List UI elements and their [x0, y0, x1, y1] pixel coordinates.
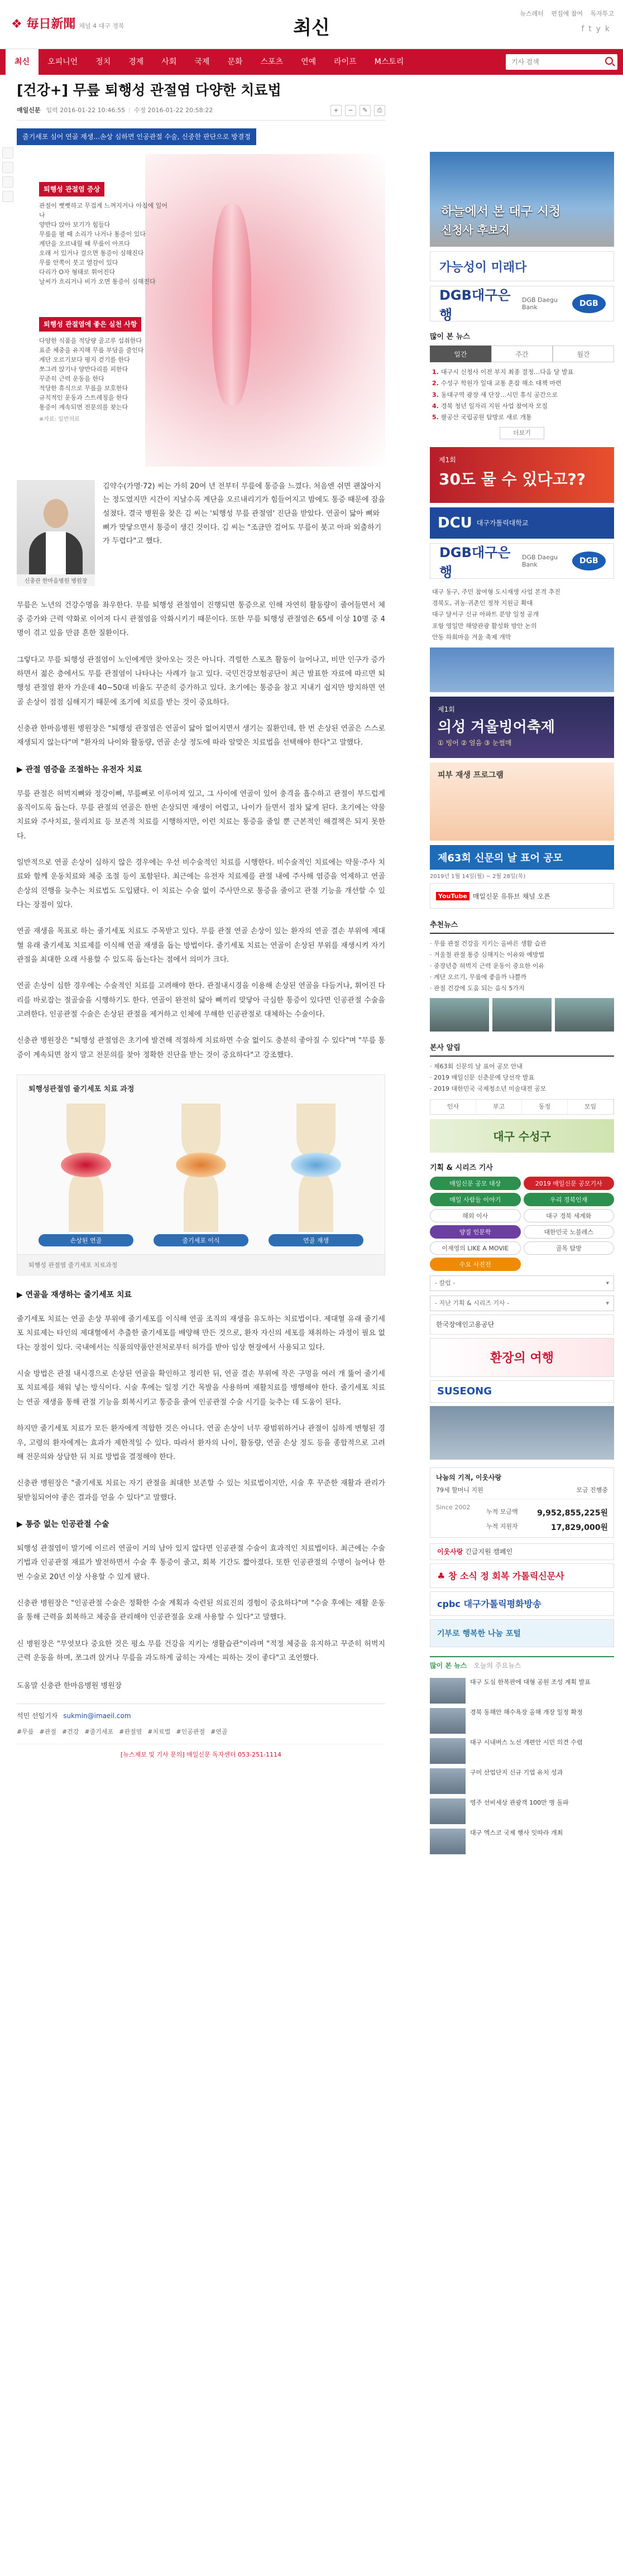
notice-title: 본사 알림	[430, 1042, 614, 1057]
donation-status: 모금 진행중	[576, 1486, 608, 1494]
rank-number: 2.	[432, 380, 439, 387]
font-increase-button[interactable]: +	[330, 105, 342, 116]
tip-line: 표준 체중을 유지해 무릎 부담을 줄인다	[39, 347, 144, 354]
tibia-shape	[299, 1171, 333, 1232]
article-paragraph: 신충관 한마음병원 병원장은 "퇴행성 관절염은 연골이 닳아 없어지면서 생기는 질환인데, 한 번 손상된 연골은 스스로 재생되지 않는다"며 "환자의 나이와 활동량, 연골 손상 정도에 따라 알맞은 치료법을 선택해야 한다"고 말했다.	[17, 724, 385, 747]
doctor-photo-caption: 신충관 한마음병원 병원장	[17, 574, 95, 586]
tab-main-news[interactable]: 오늘의 주요뉴스	[473, 1661, 521, 1670]
notice-box	[430, 1042, 614, 1094]
ranking-title: 많이 본 뉴스	[430, 333, 470, 341]
donation-count-label: 누적 지원자	[486, 1522, 518, 1530]
tip-line: 다양한 식품을 적당량 골고루 섭취한다	[39, 337, 142, 345]
list-item[interactable]: 대구 동구, 주민 참여형 도시재생 사업 본격 추진	[432, 588, 560, 596]
people-links	[430, 1099, 614, 1115]
knee-implant	[154, 1104, 248, 1245]
infographic-knee-symptoms	[17, 154, 385, 467]
knee-label: 연골 재생	[269, 1234, 363, 1246]
share-bar	[2, 147, 13, 202]
donation-box	[430, 1467, 614, 1538]
article-headline: [건강+] 무릎 퇴행성 관절염 다양한 치료법	[17, 82, 281, 98]
list-item[interactable]: 3. 동대구역 광장 새 단장…시민 휴식 공간으로	[432, 391, 558, 399]
list-item[interactable]: · 겨울철 관절 통증 심해지는 이유와 예방법	[430, 949, 614, 961]
rank-number: 1.	[432, 368, 439, 376]
knee-label: 줄기세포 이식	[154, 1234, 248, 1246]
list-item[interactable]: 안동 하회마을 겨울 축제 개막	[432, 634, 511, 641]
nav-item-entertainment[interactable]: 연예	[301, 57, 317, 66]
list-item[interactable]: · 2019 대한민국 국제청소년 미술대전 공모	[430, 1083, 614, 1095]
symptoms-title: 퇴행성 관절염 증상	[39, 182, 104, 197]
ranking-list	[430, 367, 614, 424]
tips-panel	[39, 317, 167, 424]
ad-festival-line1: 제1회	[439, 455, 456, 464]
popular-tabs	[430, 1657, 614, 1673]
ad-winter-festival[interactable]	[430, 697, 614, 758]
nav-item-life[interactable]: 라이프	[334, 57, 357, 66]
dgb-logo: DGB	[572, 294, 606, 313]
updated-time: 수정 2016-01-22 20:58:22	[133, 106, 213, 114]
tab-monthly[interactable]: 월간	[553, 346, 614, 362]
youtube-icon[interactable]: y	[596, 25, 605, 33]
list-item[interactable]: · 계단 오르기, 무릎에 좋을까 나쁠까	[430, 972, 614, 983]
article-meta	[17, 105, 385, 121]
series-pill[interactable]: 양질 인문학	[430, 1225, 521, 1239]
article-paragraph: 일반적으로 연골 손상이 심하지 않은 경우에는 우선 비수술적인 치료를 시행한다. 비수술적인 치료에는 약물·주사 치료와 함께 운동치료와 체중 조절 등이 포함된다. 최근에는 유전자 치료제를 관절 내에 주사해 염증을 억제하고 연골 손상의 진행을 늦추는 치료법도 도입됐다. 이 치료는 수술 없이 주사만으로 통증을 줄이고 관절 기능을 개선할 수 있다는 장점이 있다.	[17, 858, 385, 909]
article-author: 매일신문	[17, 106, 41, 114]
nav-item-politics[interactable]: 정치	[95, 57, 111, 66]
thumbnail	[430, 1798, 466, 1824]
stemcell-figure-title: 퇴행성관절염 줄기세포 치료 과정	[28, 1085, 135, 1094]
ranking-tabs	[430, 346, 614, 362]
rank-number: 3.	[432, 391, 439, 399]
ad-skin[interactable]	[430, 762, 614, 841]
share-twitter-button[interactable]	[2, 162, 13, 173]
share-link-button[interactable]	[2, 191, 13, 202]
series-pill[interactable]: 골목 탐방	[524, 1241, 615, 1255]
donation-count: 17,829,000원	[550, 1523, 608, 1532]
print-button[interactable]: ⎙	[374, 105, 385, 116]
figure-source: ※자료: 일반의료	[39, 416, 80, 423]
tip-line: 적당한 휴식으로 무릎을 보호한다	[39, 385, 128, 392]
donation-title: 나눔의 기적, 이웃사랑	[436, 1473, 502, 1481]
tag-link[interactable]: #무릎	[17, 1728, 34, 1736]
tag-link[interactable]: #줄기세포	[84, 1728, 114, 1736]
nav-item-culture[interactable]: 문화	[227, 57, 243, 66]
article-subhead: ▶ 연골을 재생하는 줄기세포 치료	[17, 1291, 132, 1300]
joint-regen-mark	[291, 1153, 341, 1177]
thumbnail	[430, 1768, 466, 1794]
top-links	[514, 9, 614, 18]
article-paragraph: 퇴행성 관절염이 말기에 이르러 연골이 거의 남아 있지 않다면 인공관절 수술이 효과적인 치료법이다. 최근에는 수술 기법과 인공관절 재료가 발전하면서 수술 후 통증이 줄고, 회복 기간도 짧아졌다. 또한 인공관절의 수명이 늘어나 한 번 수술로 20년 이상 사용할 수 있게 됐다.	[17, 1544, 385, 1581]
font-decrease-button[interactable]: −	[345, 105, 356, 116]
article-intro: 김약수(가명·72) 씨는 가히 20여 년 전부터 무릎에 통증을 느꼈다. 처음엔 쉬면 괜찮아지는 정도였지만 시간이 지날수록 계단을 오르내리기가 힘들어지고 밤에도 통증 때문에 잠을 설쳤다. 결국 병원을 찾은 김 씨는 '퇴행성 무릎 관절염' 진단을 받았다. 연골이 닳아 뼈와 뼈가 맞닿으면서 통증이 생긴 것이다. 김 씨는 "조금만 걸어도 무릎이 붓고 아파 외출하기가 두렵다"고 했다.	[103, 482, 385, 546]
joint-damage-mark	[61, 1153, 111, 1177]
top-link-participate[interactable]: 편집에 참여	[551, 10, 583, 17]
list-item[interactable]: · 제63회 신문의 날 표어 공모 안내	[430, 1061, 614, 1072]
ad-donation-portal[interactable]: 기부로 행복한 나눔 포털	[430, 1619, 614, 1647]
ad-city-hall-line2: 신청사 후보지	[441, 223, 510, 237]
published-time: 입력 2016-01-22 10:46:55	[46, 106, 126, 114]
series-pill[interactable]: 수요 사진전	[430, 1258, 521, 1271]
ad-dgb-bank[interactable]	[430, 286, 614, 322]
facebook-icon[interactable]: f	[581, 25, 589, 33]
ad-suseong[interactable]: SUSEONG	[430, 1380, 614, 1403]
ad-travel[interactable]: 환장의 여행	[430, 1338, 614, 1377]
ad-cpbc[interactable]: cpbc 대구가톨릭평화방송	[430, 1591, 614, 1616]
column-select[interactable]: - 칼럼 - ▾	[430, 1275, 614, 1291]
series-title: 기획 & 시리즈 기사	[430, 1163, 493, 1172]
donation-count-row	[486, 1522, 608, 1533]
symptom-line: 날씨가 흐리거나 비가 오면 통증이 심해진다	[39, 278, 156, 286]
campaign-text: 긴급지원 캠페인	[465, 1547, 513, 1556]
link-obituary[interactable]: 부고	[476, 1100, 522, 1114]
news-tip-notice[interactable]: [뉴스제보 및 기사 문의] 매일신문 독자센터 053-251-1114	[17, 1744, 385, 1759]
thumbnail	[430, 1829, 466, 1854]
knee-damaged	[39, 1104, 133, 1245]
nav-item-mstory[interactable]: M스토리	[374, 57, 404, 66]
donation-total-row	[486, 1507, 608, 1518]
recommended-title: 추천뉴스	[430, 919, 614, 934]
article-tags	[17, 1727, 385, 1736]
list-item[interactable]: 경북 동해안 해수욕장 올해 개장 일정 확정	[430, 1708, 614, 1734]
donation-since: Since 2002	[436, 1503, 471, 1511]
joint-implant-mark	[176, 1153, 226, 1177]
list-item[interactable]: 대구 도심 한복판에 대형 공원 조성 계획 발표	[430, 1678, 614, 1704]
series-box	[430, 1162, 614, 1311]
comment-button[interactable]: ✎	[360, 105, 371, 116]
tip-line: 계단 오르기보다 평지 걷기를 한다	[39, 356, 130, 364]
meta-divider: |	[128, 106, 131, 113]
symptom-line: 양반다 앉아 보기가 힘들다	[39, 221, 111, 229]
search-icon[interactable]	[605, 57, 613, 65]
dgb-name: DGB대구은행	[439, 287, 511, 322]
series-pill[interactable]: 매일신문 공모 대상	[430, 1177, 521, 1190]
list-item[interactable]: 1. 대구시 신청사 이전 부지 최종 결정…다음 달 발표	[432, 368, 574, 376]
ad-photo[interactable]	[430, 647, 614, 692]
symptom-line: 무릎 안쪽이 붓고 열감이 있다	[39, 259, 118, 267]
article-paragraph: 신 병원장은 "무엇보다 중요한 것은 평소 무릎 건강을 지키는 생활습관"이라며 "적정 체중을 유지하고 꾸준히 허벅지 근력 운동을 하며, 쪼그려 앉거나 무릎을 과도하게 굽히는 자세는 피하는 것이 좋다"고 조언했다.	[17, 1639, 385, 1662]
tag-link[interactable]: #연골	[210, 1728, 228, 1736]
symptom-line: 오래 서 있거나 걸으면 통증이 심해진다	[39, 250, 144, 257]
list-item[interactable]: 구미 산업단지 신규 기업 유치 성과	[430, 1768, 614, 1794]
share-facebook-button[interactable]	[2, 147, 13, 159]
ad-festival[interactable]	[430, 447, 614, 503]
article-paragraph: 하지만 줄기세포 치료가 모든 환자에게 적합한 것은 아니다. 연골 손상이 너무 광범위하거나 관절이 심하게 변형된 경우, 고령의 환자에게는 효과가 제한적일 수 있다. 따라서 환자의 나이, 활동량, 연골 손상 정도 등을 종합적으로 고려해 전문의와 상담한 뒤 치료 방법을 결정해야 한다.	[17, 1424, 385, 1461]
tag-link[interactable]: #관절염	[119, 1728, 142, 1736]
link-meeting[interactable]: 모임	[568, 1100, 614, 1114]
site-logo[interactable]: ❖ 毎日新聞 채널 4 대구 경북	[11, 17, 124, 31]
twitter-icon[interactable]: t	[588, 25, 596, 33]
ad-catholic-news[interactable]: ♣ 창 소식 정 회복 가톨릭신문사	[430, 1563, 614, 1588]
article-paragraph: 그렇다고 무릎 퇴행성 관절염이 노인에게만 찾아오는 것은 아니다. 격렬한 스포츠 활동이 늘어나고, 비만 인구가 증가하면서 젊은 층에서도 무릎 관절염이 나타나는 사례가 늘고 있다. 국민건강보험공단이 최근 발표한 자료에 따르면 퇴행성 관절염 환자 가운데 40~50대 비율도 꾸준히 증가하고 있다. 초기에는 통증을 참고 지내기 쉽지만 방치하면 연골 손상이 점점 심해지기 때문에 조기에 치료를 받는 것이 중요하다.	[17, 655, 385, 707]
dcu-sub: 대구가톨릭대학교	[476, 519, 529, 527]
list-item[interactable]: 영주 선비세상 관광객 100만 명 돌파	[430, 1798, 614, 1824]
list-item[interactable]: 포항 영일만 해양관광 활성화 방안 논의	[432, 622, 537, 630]
symptoms-panel	[39, 182, 167, 287]
stemcell-figure	[17, 1074, 385, 1275]
tibia-shape	[184, 1171, 218, 1232]
rank-number: 5.	[432, 414, 439, 421]
series-pill[interactable]: 이재영의 LIKE A MOVIE	[430, 1241, 521, 1255]
ad-dcu[interactable]	[430, 507, 614, 539]
femur-shape	[66, 1104, 106, 1159]
contest-period: 2019년 1월 14일(월) ~ 2월 28일(목)	[430, 874, 526, 880]
donation-total: 9,952,855,225원	[537, 1508, 608, 1518]
symptom-line: 관절이 뻣뻣하고 무겁게 느껴지거나 아침에 일어나	[39, 202, 168, 219]
main-nav	[0, 49, 623, 75]
tip-line: 꾸준히 근력 운동을 한다	[39, 375, 104, 383]
social-links	[581, 25, 614, 33]
top-bar	[0, 0, 623, 49]
article-paragraph: 연골 재생을 목표로 하는 줄기세포 치료도 주목받고 있다. 무릎 관절 연골 손상이 있는 환자의 연골 결손 부위에 제대혈 유래 줄기세포 치료제를 이식해 연골 재생을 돕는 방법이다. 줄기세포 치료는 연골이 손상된 부위를 재생시켜 자기 관절을 최대한 오래 사용할 수 있도록 돕는다는 점에서 의미가 크다.	[17, 927, 385, 965]
ad-employment[interactable]: 한국장애인고용공단	[430, 1315, 614, 1335]
tip-line: 규칙적인 운동과 스트레칭을 한다	[39, 394, 128, 402]
femur-shape	[296, 1104, 336, 1159]
nav-item-society[interactable]: 사회	[161, 57, 177, 66]
series-pill[interactable]: 2019 매일신문 공모기사	[524, 1177, 615, 1190]
doctor-intro	[17, 480, 385, 586]
search-input[interactable]	[506, 54, 617, 70]
ad-dgb-bank-2[interactable]	[430, 543, 614, 579]
sidebar	[430, 152, 614, 1854]
tips-title: 퇴행성 관절염에 좋은 실천 사항	[39, 317, 141, 332]
reporter-email[interactable]: sukmin@imaeil.com	[63, 1712, 131, 1720]
ad-winter-line3: ① 빙어 ② 얼음 ③ 눈썰매	[438, 739, 512, 747]
series-pill[interactable]: 대구 경북 세계화	[524, 1209, 615, 1222]
thumbnail	[430, 1708, 466, 1734]
doctor-photo	[17, 480, 95, 586]
emergency-campaign[interactable]	[430, 1543, 614, 1560]
donation-stats	[436, 1499, 608, 1533]
list-item[interactable]: · 무릎 관절 건강을 지키는 올바른 생활 습관	[430, 938, 614, 949]
knee-photo	[145, 154, 385, 467]
list-item[interactable]: · 2019 매일신문 신춘문예 당선작 발표	[430, 1072, 614, 1083]
doctor-photo-head	[44, 499, 68, 528]
campaign-label: 이웃사랑	[437, 1547, 463, 1556]
tibia-shape	[69, 1171, 103, 1232]
section-title: 최신	[293, 17, 330, 39]
ad-festival-line2: 30도 물 수 있다고??	[439, 469, 586, 488]
thumbnail[interactable]	[492, 998, 552, 1032]
knee-regenerated	[269, 1104, 363, 1245]
ad-winter-line1: 제1회	[438, 706, 455, 714]
article-paragraph: 무릎 관절은 허벅지뼈와 정강이뼈, 무릎뼈로 이루어져 있고, 그 사이에 연골이 있어 충격을 흡수하고 관절이 부드럽게 움직이도록 돕는다. 무릎 관절의 연골은 한번 손상되면 재생이 어렵고, 나이가 들면서 점차 닳게 된다. 초기에는 약물치료와 주사치료, 물리치료 등 보존적 치료를 시행하지만, 이런 치료는 통증을 줄일 뿐 근본적인 해결책은 되지 못한다.	[17, 789, 385, 841]
article-paragraph: 시술 방법은 관절 내시경으로 손상된 연골을 확인하고 정리한 뒤, 연골 결손 부위에 작은 구멍을 여러 개 뚫어 줄기세포 치료제를 채워 넣는 방식이다. 시술 후에는 일정 기간 목발을 사용하며 재활치료를 병행해야 한다. 줄기세포 치료는 연골 재생을 통해 관절 기능을 회복시키고 통증을 줄여 인공관절 수술 시기를 늦추는 데 도움이 된다.	[17, 1370, 385, 1407]
youtube-icon: YouTube	[436, 892, 469, 900]
donation-row[interactable]	[436, 1485, 608, 1494]
knee-label: 손상된 연골	[39, 1234, 133, 1246]
ad-youtube[interactable]	[430, 883, 614, 909]
list-item[interactable]: 4. 경북 청년 일자리 지원 사업 참여자 모집	[432, 402, 548, 410]
series-grid	[430, 1177, 614, 1271]
article-paragraph: 줄기세포 치료는 연골 손상 부위에 줄기세포를 이식해 연골 조직의 재생을 유도하는 치료법이다. 제대혈 유래 줄기세포 치료제는 타인의 제대혈에서 추출한 줄기세포를 배양해 만든 것으로, 환자 자신의 세포를 채취하는 과정이 필요 없다는 장점이 있다. 국내에서는 식품의약품안전처로부터 허가를 받아 임상 현장에서 사용되고 있다.	[17, 1315, 385, 1352]
list-item[interactable]: 2. 수성구 학원가 일대 교통 혼잡 해소 대책 마련	[432, 380, 562, 387]
knee-diagrams	[17, 1098, 385, 1245]
donation-total-label: 누적 모금액	[486, 1508, 518, 1515]
series-pill[interactable]: 우리 경북인재	[524, 1193, 615, 1206]
knee-photo-shade	[212, 204, 251, 405]
dgb-name: DGB대구은행	[439, 544, 511, 579]
tag-link[interactable]: #관절	[39, 1728, 56, 1736]
article-paragraph: 연골 손상이 심한 경우에는 수술적인 치료를 고려해야 한다. 관절내시경을 이용해 손상된 연골을 다듬거나, 휘어진 다리를 바로잡는 절골술을 시행하기도 한다. 연골이 완전히 닳아 뼈끼리 맞닿아 극심한 통증이 있다면 인공관절 수술을 고려한다. 인공관절 수술은 손상된 관절을 제거하고 인체에 무해한 인공관절로 대체하는 수술이다.	[17, 982, 385, 1019]
article-paragraph: 신충관 병원장은 "줄기세포 치료는 자기 관절을 최대한 보존할 수 있는 치료법이지만, 시술 후 꾸준한 재활과 관리가 뒷받침되어야 좋은 결과를 얻을 수 있다"고 말했다.	[17, 1479, 385, 1502]
nav-item-latest[interactable]: 최신	[6, 49, 39, 75]
notice-list	[430, 1061, 614, 1094]
femur-shape	[181, 1104, 221, 1159]
dcu-name: DCU	[438, 514, 472, 531]
tab-daily[interactable]: 일간	[430, 346, 491, 362]
ad-skin-title: 피부 재생 프로그램	[438, 771, 504, 780]
tab-popular[interactable]: 많이 본 뉴스	[430, 1661, 467, 1670]
ad-winter-line2: 의성 겨울빙어축제	[438, 719, 555, 736]
thumbnail	[430, 1678, 466, 1704]
ad-suseong-gu[interactable]: 대구 수성구	[430, 1119, 614, 1153]
rank-number: 4.	[432, 402, 439, 410]
article	[17, 75, 385, 1759]
article-subhead: ▶ 관절 염증을 조절하는 유전자 치료	[17, 765, 142, 774]
article-summary: 줄기세포 심어 연골 재생...손상 심하면 인공관절 수술, 신중한 판단으로 방결정	[17, 128, 256, 145]
help-credit: 도움말 신충관 한마음병원 병원장	[17, 1682, 122, 1691]
nav-item-sports[interactable]: 스포츠	[260, 57, 284, 66]
recommended-thumbs	[430, 998, 614, 1032]
list-item[interactable]: 경북도, 귀농·귀촌인 정착 지원금 확대	[432, 599, 533, 607]
tab-weekly[interactable]: 주간	[491, 346, 553, 362]
thumbnail[interactable]	[555, 998, 614, 1032]
list-item[interactable]: · 중장년층 허벅지 근력 운동이 중요한 이유	[430, 961, 614, 972]
reporter-line	[17, 1704, 385, 1720]
tag-link[interactable]: #인공관절	[176, 1728, 205, 1736]
article-paragraph: 무릎은 노년의 건강수명을 좌우한다. 무릎 퇴행성 관절염이 진행되면 통증으로 인해 자연히 활동량이 줄어들면서 체중 증가와 근력 약화로 이어져 다시 관절염을 악화시키기 때문이다. 또한 무릎 퇴행성 관절염은 65세 이상 10명 중 4명이 겪고 있을 만큼 흔한 질환이다.	[17, 601, 385, 638]
nav-item-world[interactable]: 국제	[194, 57, 210, 66]
tip-line: 통증이 계속되면 전문의를 찾는다	[39, 404, 128, 411]
share-kakao-button[interactable]	[2, 176, 13, 188]
stemcell-figure-caption: 퇴행성 관절염 줄기세포 치료과정	[17, 1254, 385, 1275]
ranking-more-button[interactable]: 더보기	[500, 427, 544, 439]
ad-youtube-text: 매일신문 유튜브 채널 오픈	[472, 892, 550, 900]
ad-image[interactable]	[430, 1406, 614, 1460]
tag-link[interactable]: #치료법	[147, 1728, 171, 1736]
recommended-news	[430, 919, 614, 1032]
nav-item-economy[interactable]: 경제	[128, 57, 144, 66]
top-link-newsletter[interactable]: 뉴스레터	[520, 10, 544, 17]
series-pill[interactable]: 해외 이사	[430, 1209, 521, 1222]
ranking-box	[430, 330, 614, 439]
list-item[interactable]: · 관절 건강에 도움 되는 음식 5가지	[430, 983, 614, 994]
thumbnail[interactable]	[430, 998, 489, 1032]
ad-city-hall[interactable]	[430, 152, 614, 247]
series-pill[interactable]: 매일 사람들 이야기	[430, 1193, 521, 1206]
tip-line: 쪼그려 앉기나 양반다리를 피한다	[39, 366, 128, 373]
dgb-logo: DGB	[572, 551, 606, 570]
thumbnail	[430, 1738, 466, 1764]
article-tools	[330, 105, 385, 116]
symptom-line: 다리가 O자 형태로 휘어진다	[39, 268, 116, 276]
donation-values	[486, 1504, 608, 1533]
series-pill[interactable]: 대한민국 노블레스	[524, 1225, 615, 1239]
ad-city-hall-line1: 하늘에서 본 대구 시청	[441, 205, 561, 219]
list-item[interactable]: 5. 팔공산 국립공원 탐방로 새로 개통	[432, 414, 532, 421]
popular-news	[430, 1656, 614, 1854]
kakao-icon[interactable]: k	[605, 25, 614, 33]
article-paragraph: 신충관 병원장은 "퇴행성 관절염은 초기에 발견해 적절하게 치료하면 수술 없이도 충분히 좋아질 수 있다"며 "무릎 통증이 계속되면 참지 말고 전문의를 찾아 정확한 진단을 받는 것이 중요하다"고 강조했다.	[17, 1037, 385, 1059]
list-item[interactable]: 대구 시내버스 노선 개편안 시민 의견 수렴	[430, 1738, 614, 1764]
list-item[interactable]: 대구 달서구 신규 아파트 분양 일정 공개	[432, 611, 539, 618]
recommended-list	[430, 938, 614, 994]
link-personnel[interactable]: 인사	[430, 1100, 476, 1114]
nav-item-opinion[interactable]: 오피니언	[47, 57, 78, 66]
dgb-sub: DGB Daegu Bank	[522, 553, 558, 568]
news-list	[430, 587, 614, 644]
series-archive-select[interactable]: - 지난 기획 & 시리즈 기사 - ▾	[430, 1296, 614, 1311]
contest-title: 제63회 신문의 날 표어 공모	[438, 852, 563, 865]
symptom-line: 무릎을 펼 때 소리가 나거나 통증이 있다	[39, 231, 146, 238]
ad-possibility[interactable]: 가능성이 미래다	[430, 251, 614, 281]
tag-link[interactable]: #건강	[61, 1728, 79, 1736]
dgb-sub: DGB Daegu Bank	[522, 296, 558, 311]
ad-contest[interactable]	[430, 845, 614, 870]
logo-subtitle: 채널 4 대구 경북	[79, 22, 124, 30]
reporter-name: 석민 선임기자	[17, 1712, 58, 1720]
donation-case: 79세 할머니 지원	[436, 1486, 483, 1494]
article-subhead: ▶ 통증 없는 인공관절 수술	[17, 1519, 109, 1529]
link-news[interactable]: 동정	[522, 1100, 568, 1114]
article-paragraph: 신충관 병원장은 "인공관절 수술은 정확한 수술 계획과 숙련된 의료진의 경험이 중요하다"며 "수술 후에는 재활 운동을 통해 근력을 회복하고 체중을 관리해야 인공관절을 오래 사용할 수 있다"고 말했다.	[17, 1599, 385, 1622]
doctor-photo-coat	[46, 531, 66, 576]
list-item[interactable]: 대구 엑스코 국제 행사 잇따라 개최	[430, 1829, 614, 1854]
symptom-line: 계단을 오르내릴 때 무릎이 아프다	[39, 240, 130, 248]
top-link-reader[interactable]: 독자투고	[590, 10, 614, 17]
